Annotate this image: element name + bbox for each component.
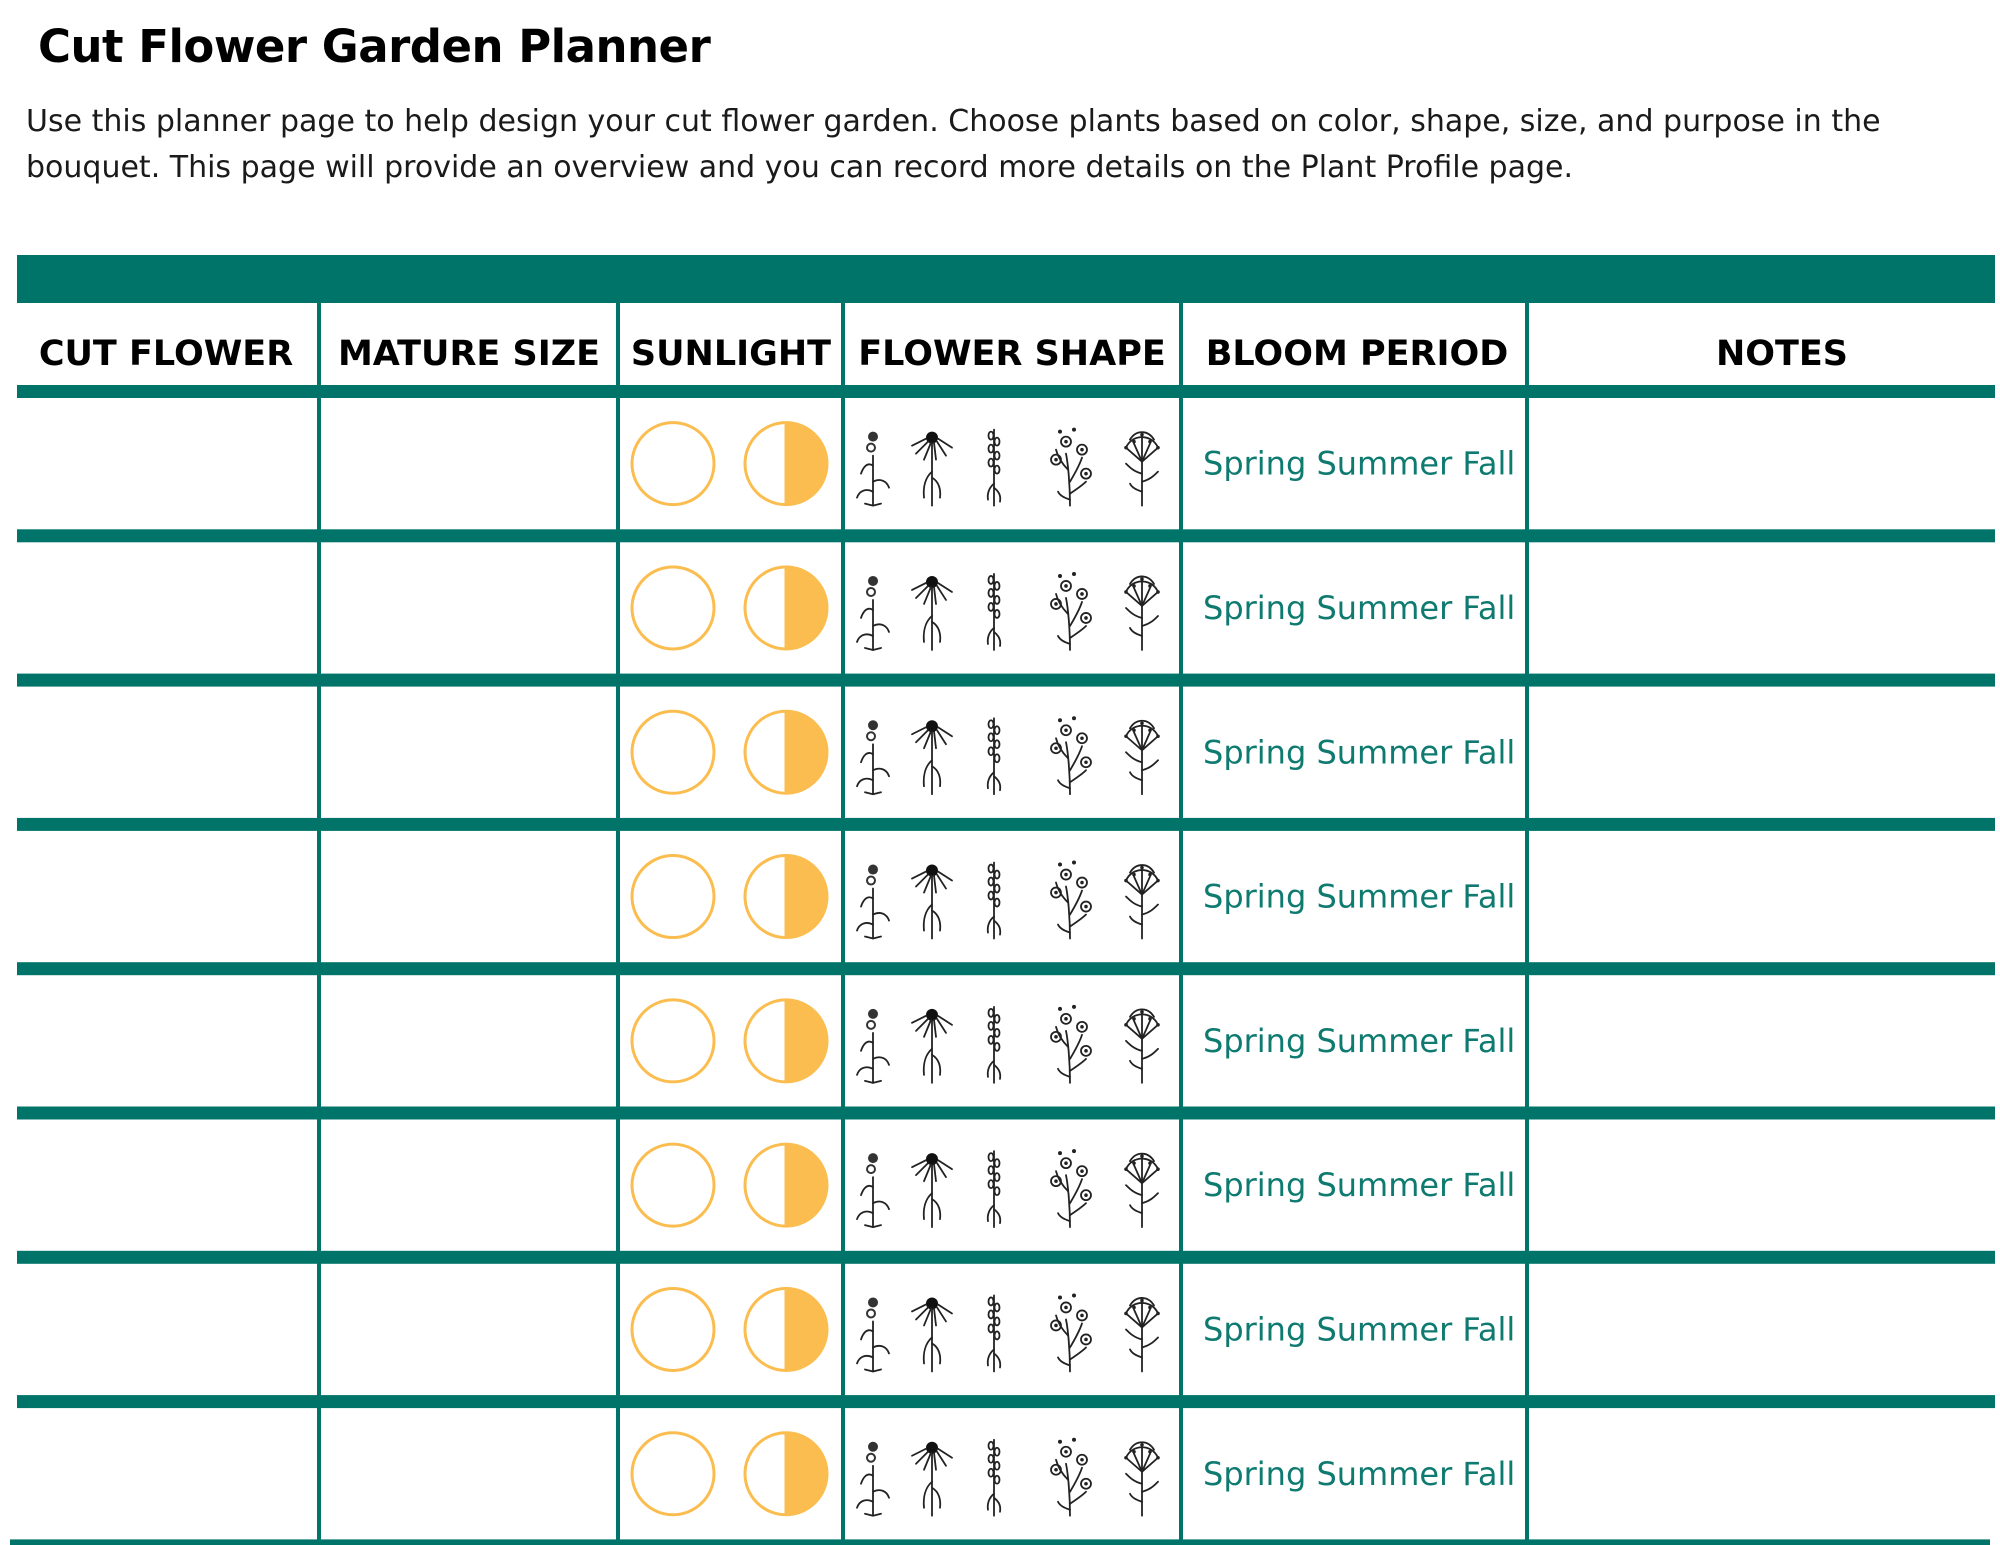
partial-sun-circle-icon[interactable]: [745, 567, 827, 649]
mature-size-cell[interactable]: [323, 400, 614, 527]
table-content: [21, 334, 1991, 1537]
lavender-spike-icon[interactable]: [988, 1007, 1001, 1083]
row-divider: [10, 1539, 1990, 1545]
partial-sun-circle-icon[interactable]: [745, 711, 827, 793]
row-divider: [17, 385, 1995, 398]
lavender-spike-icon[interactable]: [988, 1440, 1001, 1516]
mature-size-cell[interactable]: [323, 689, 614, 816]
daisy-flower-icon[interactable]: [912, 1297, 952, 1371]
cut-flower-cell[interactable]: [21, 689, 315, 816]
row-divider: [17, 529, 1995, 542]
mature-size-cell[interactable]: [323, 1266, 614, 1393]
column-header: MATURE SIZE: [337, 334, 601, 374]
lavender-spike-icon[interactable]: [988, 718, 1001, 794]
table-row: [21, 1122, 1991, 1249]
cut-flower-cell[interactable]: [21, 1410, 315, 1537]
notes-cell[interactable]: [1531, 1266, 1991, 1393]
cluster-flower-icon[interactable]: [1051, 861, 1091, 939]
cut-flower-cell[interactable]: [21, 1266, 315, 1393]
bloom-period-options[interactable]: Spring Summer Fall: [1203, 1310, 1516, 1349]
notes-cell[interactable]: [1531, 1122, 1991, 1249]
bloom-period-options[interactable]: Spring Summer Fall: [1203, 1166, 1516, 1205]
bloom-period-options[interactable]: Spring Summer Fall: [1203, 588, 1516, 627]
mature-size-cell[interactable]: [323, 544, 614, 671]
page-intro: Use this planner page to help design your cut flower garden. Choose plants based on color, shape, size, and purpose in the bouquet. This page will provide an overview and you can record more details on the Plant Profile page.: [26, 104, 1881, 185]
lavender-spike-icon[interactable]: [988, 1151, 1001, 1227]
full-sun-circle-icon[interactable]: [632, 1433, 714, 1515]
spike-flower-icon[interactable]: [857, 1009, 889, 1083]
full-sun-circle-icon[interactable]: [632, 423, 714, 505]
notes-cell[interactable]: [1531, 400, 1991, 527]
column-header: FLOWER SHAPE: [858, 334, 1166, 374]
cut-flower-cell[interactable]: [21, 833, 315, 960]
cluster-flower-icon[interactable]: [1051, 1293, 1091, 1371]
umbel-flower-icon[interactable]: [1124, 1298, 1160, 1372]
cluster-flower-icon[interactable]: [1051, 428, 1091, 506]
daisy-flower-icon[interactable]: [912, 1153, 952, 1227]
full-sun-circle-icon[interactable]: [632, 567, 714, 649]
partial-sun-circle-icon[interactable]: [745, 1000, 827, 1082]
daisy-flower-icon[interactable]: [912, 576, 952, 650]
lavender-spike-icon[interactable]: [988, 1295, 1001, 1371]
umbel-flower-icon[interactable]: [1124, 1154, 1160, 1228]
umbel-flower-icon[interactable]: [1124, 1442, 1160, 1516]
row-divider: [17, 674, 1995, 687]
bloom-period-options[interactable]: Spring Summer Fall: [1203, 1454, 1516, 1493]
row-divider: [17, 1107, 1995, 1120]
column-divider: [1179, 303, 1183, 1545]
bloom-period-options[interactable]: Spring Summer Fall: [1203, 444, 1516, 483]
column-divider: [1525, 303, 1529, 1545]
lavender-spike-icon[interactable]: [988, 574, 1001, 650]
table-row: [21, 1266, 1991, 1393]
row-divider: [17, 1251, 1995, 1264]
spike-flower-icon[interactable]: [857, 865, 889, 939]
daisy-flower-icon[interactable]: [912, 1442, 952, 1516]
page-title: Cut Flower Garden Planner: [38, 20, 711, 73]
full-sun-circle-icon[interactable]: [632, 711, 714, 793]
column-divider: [616, 303, 620, 1545]
notes-cell[interactable]: [1531, 833, 1991, 960]
cluster-flower-icon[interactable]: [1051, 1438, 1091, 1516]
lavender-spike-icon[interactable]: [988, 863, 1001, 939]
daisy-flower-icon[interactable]: [912, 865, 952, 939]
column-header: CUT FLOWER: [38, 334, 294, 374]
row-divider: [17, 818, 1995, 831]
umbel-flower-icon[interactable]: [1124, 865, 1160, 939]
lavender-spike-icon[interactable]: [988, 430, 1001, 506]
table-row: [21, 544, 1991, 671]
row-divider: [17, 1395, 1995, 1408]
row-divider: [17, 962, 1995, 975]
table-row: [21, 689, 1991, 816]
header-band: [17, 255, 1995, 303]
cut-flower-cell[interactable]: [21, 977, 315, 1104]
full-sun-circle-icon[interactable]: [632, 856, 714, 938]
bloom-period-options[interactable]: Spring Summer Fall: [1203, 733, 1516, 772]
notes-cell[interactable]: [1531, 689, 1991, 816]
partial-sun-circle-icon[interactable]: [745, 423, 827, 505]
mature-size-cell[interactable]: [323, 833, 614, 960]
notes-cell[interactable]: [1531, 544, 1991, 671]
cluster-flower-icon[interactable]: [1051, 1149, 1091, 1227]
daisy-flower-icon[interactable]: [912, 432, 952, 506]
partial-sun-circle-icon[interactable]: [745, 1433, 827, 1515]
column-divider: [317, 303, 321, 1545]
cluster-flower-icon[interactable]: [1051, 572, 1091, 650]
cluster-flower-icon[interactable]: [1051, 1005, 1091, 1083]
spike-flower-icon[interactable]: [857, 1442, 889, 1516]
partial-sun-circle-icon[interactable]: [745, 1288, 827, 1370]
spike-flower-icon[interactable]: [857, 576, 889, 650]
spike-flower-icon[interactable]: [857, 720, 889, 794]
umbel-flower-icon[interactable]: [1124, 432, 1160, 506]
umbel-flower-icon[interactable]: [1124, 576, 1160, 650]
daisy-flower-icon[interactable]: [912, 720, 952, 794]
mature-size-cell[interactable]: [323, 977, 614, 1104]
bloom-period-options[interactable]: Spring Summer Fall: [1203, 877, 1516, 916]
cut-flower-cell[interactable]: [21, 400, 315, 527]
spike-flower-icon[interactable]: [857, 432, 889, 506]
partial-sun-circle-icon[interactable]: [745, 856, 827, 938]
spike-flower-icon[interactable]: [857, 1297, 889, 1371]
bloom-period-options[interactable]: Spring Summer Fall: [1203, 1021, 1516, 1060]
mature-size-cell[interactable]: [323, 1410, 614, 1537]
table-row: [21, 400, 1991, 527]
table-row: [21, 833, 1991, 960]
table-row: [21, 1410, 1991, 1537]
umbel-flower-icon[interactable]: [1124, 1009, 1160, 1083]
table-row: [21, 977, 1991, 1104]
notes-cell[interactable]: [1531, 977, 1991, 1104]
notes-cell[interactable]: [1531, 1410, 1991, 1537]
column-divider: [841, 303, 845, 1545]
umbel-flower-icon[interactable]: [1124, 721, 1160, 795]
cluster-flower-icon[interactable]: [1051, 716, 1091, 794]
partial-sun-circle-icon[interactable]: [745, 1144, 827, 1226]
cut-flower-cell[interactable]: [21, 544, 315, 671]
full-sun-circle-icon[interactable]: [632, 1000, 714, 1082]
cut-flower-cell[interactable]: [21, 1122, 315, 1249]
daisy-flower-icon[interactable]: [912, 1009, 952, 1083]
spike-flower-icon[interactable]: [857, 1153, 889, 1227]
column-header: SUNLIGHT: [630, 334, 832, 374]
full-sun-circle-icon[interactable]: [632, 1144, 714, 1226]
mature-size-cell[interactable]: [323, 1122, 614, 1249]
column-header: NOTES: [1715, 334, 1849, 374]
full-sun-circle-icon[interactable]: [632, 1288, 714, 1370]
column-header: BLOOM PERIOD: [1205, 334, 1509, 374]
